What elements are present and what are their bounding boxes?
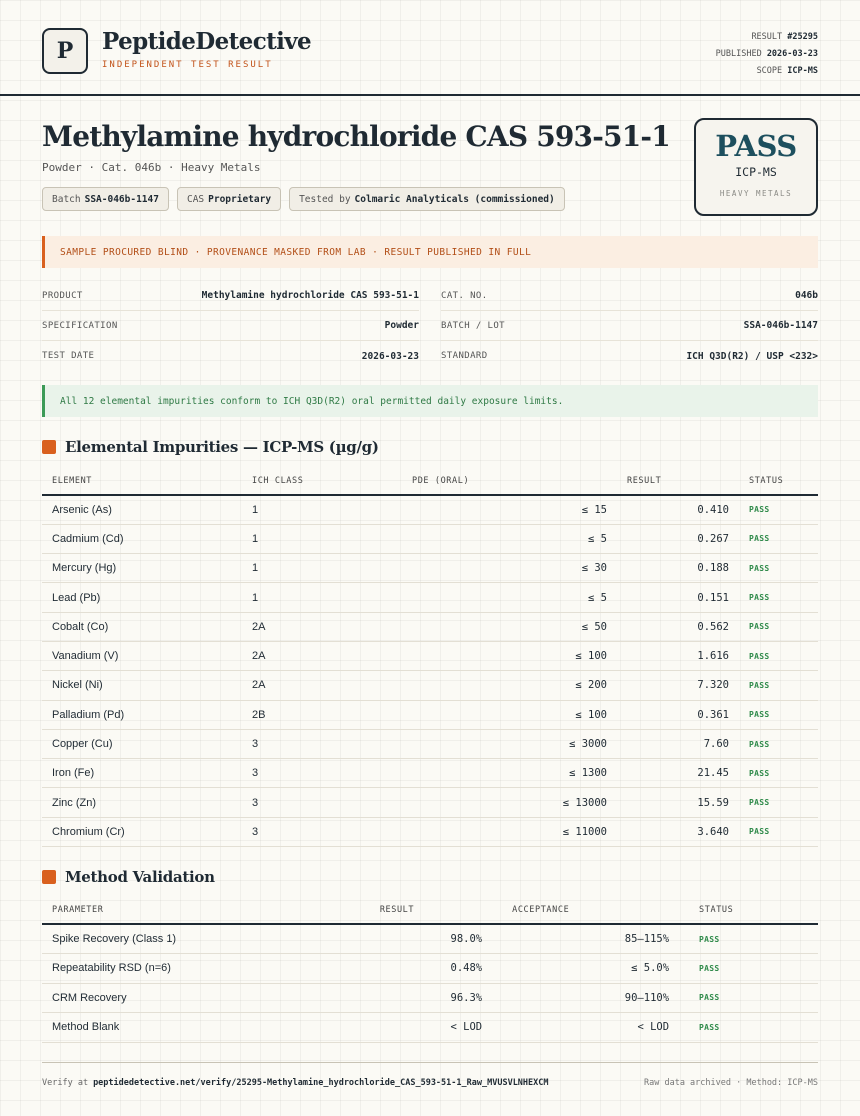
col-ich-class: ICH CLASS <box>242 467 402 495</box>
verify-link[interactable]: peptidedetective.net/verify/25295-Methylamine_hydrochloride_CAS_593-51-1_Raw_MVUSVLNHEXCM <box>93 1077 549 1088</box>
ich-class-cell: 3 <box>242 817 402 846</box>
status-badge: PASS <box>739 700 818 729</box>
batch-chip: Batch SSA-046b-1147 <box>42 187 169 211</box>
result-cell: 0.48% <box>370 954 492 984</box>
report-footer <box>42 1062 818 1102</box>
col-acceptance: ACCEPTANCE <box>492 896 679 924</box>
info-specification: SPECIFICATION Powder <box>42 311 419 341</box>
element-cell: Copper (Cu) <box>42 729 242 758</box>
archive-note: Raw data archived · Method: ICP-MS <box>644 1077 818 1088</box>
col-status: STATUS <box>679 896 818 924</box>
ich-class-cell: 1 <box>242 583 402 612</box>
ich-class-cell: 1 <box>242 524 402 553</box>
result-cell: 0.267 <box>617 524 739 553</box>
result-cell: 1.616 <box>617 641 739 670</box>
status-badge: PASS <box>739 729 818 758</box>
pde-cell: ≤ 11000 <box>402 817 617 846</box>
table-row <box>42 983 818 1013</box>
result-cell: < LOD <box>370 1013 492 1043</box>
brand-name: PeptideDetective <box>102 28 312 55</box>
table-row <box>42 700 818 729</box>
result-id: #25295 <box>787 32 818 42</box>
result-cell: 0.151 <box>617 583 739 612</box>
ich-class-cell: 2B <box>242 700 402 729</box>
element-cell: Iron (Fe) <box>42 759 242 788</box>
report-header <box>0 0 860 96</box>
element-cell: Vanadium (V) <box>42 641 242 670</box>
status-badge: PASS <box>739 583 818 612</box>
validation-title: Method Validation <box>65 868 215 886</box>
col-pde: PDE (ORAL) <box>402 467 617 495</box>
acceptance-cell: 90–110% <box>492 983 679 1013</box>
product-chips <box>42 187 565 211</box>
stamp-verdict: PASS <box>715 129 797 163</box>
page-title: Methylamine hydrochloride CAS 593-51-1 <box>42 120 670 153</box>
pde-cell: ≤ 30 <box>402 554 617 583</box>
result-cell: 96.3% <box>370 983 492 1013</box>
parameter-cell: Repeatability RSD (n=6) <box>42 954 370 984</box>
result-cell: 15.59 <box>617 788 739 817</box>
logo-letter: P <box>56 38 74 64</box>
col-parameter: PARAMETER <box>42 896 370 924</box>
stamp-scope: HEAVY METALS <box>719 189 793 198</box>
parameter-cell: CRM Recovery <box>42 983 370 1013</box>
table-row <box>42 641 818 670</box>
parameter-cell: Spike Recovery (Class 1) <box>42 924 370 954</box>
result-cell: 7.60 <box>617 729 739 758</box>
ich-class-cell: 3 <box>242 788 402 817</box>
info-batch-lot: BATCH / LOT SSA-046b-1147 <box>441 311 818 341</box>
pde-cell: ≤ 3000 <box>402 729 617 758</box>
pde-cell: ≤ 13000 <box>402 788 617 817</box>
ich-class-cell: 2A <box>242 612 402 641</box>
table-row <box>42 495 818 524</box>
table-row <box>42 612 818 641</box>
result-cell: 3.640 <box>617 817 739 846</box>
status-badge: PASS <box>739 554 818 583</box>
table-row <box>42 924 818 954</box>
pde-cell: ≤ 100 <box>402 700 617 729</box>
element-cell: Cadmium (Cd) <box>42 524 242 553</box>
result-cell: 0.361 <box>617 700 739 729</box>
pde-cell: ≤ 50 <box>402 612 617 641</box>
result-id-line: RESULT #25295 <box>751 32 818 42</box>
status-badge: PASS <box>739 671 818 700</box>
result-cell: 7.320 <box>617 671 739 700</box>
status-badge: PASS <box>679 924 818 954</box>
col-result: RESULT <box>370 896 492 924</box>
published-date: 2026-03-23 <box>766 49 818 59</box>
element-cell: Mercury (Hg) <box>42 554 242 583</box>
ich-class-cell: 1 <box>242 495 402 524</box>
conformance-banner: All 12 elemental impurities conform to ICH Q3D(R2) oral permitted daily exposure limits. <box>42 385 818 417</box>
status-badge: PASS <box>679 1013 818 1043</box>
col-element: ELEMENT <box>42 467 242 495</box>
tested-by-chip: Tested by Colmaric Analyticals (commissioned) <box>289 187 565 211</box>
acceptance-cell: < LOD <box>492 1013 679 1043</box>
table-row <box>42 554 818 583</box>
result-cell: 0.188 <box>617 554 739 583</box>
element-cell: Cobalt (Co) <box>42 612 242 641</box>
col-status: STATUS <box>739 467 818 495</box>
element-cell: Lead (Pb) <box>42 583 242 612</box>
info-test-date: TEST DATE 2026-03-23 <box>42 350 419 362</box>
section-marker <box>42 440 56 454</box>
impurities-section-header <box>42 438 379 456</box>
status-badge: PASS <box>739 524 818 553</box>
table-row <box>42 788 818 817</box>
impurities-table <box>42 467 818 847</box>
validation-table <box>42 896 818 1043</box>
table-row <box>42 524 818 553</box>
ich-class-cell: 3 <box>242 759 402 788</box>
pde-cell: ≤ 5 <box>402 524 617 553</box>
product-subtitle: Powder · Cat. 046b · Heavy Metals <box>42 161 261 174</box>
element-cell: Nickel (Ni) <box>42 671 242 700</box>
info-cat-no: CAT. NO. 046b <box>441 281 818 311</box>
status-badge: PASS <box>679 954 818 984</box>
scope-line: SCOPE ICP-MS <box>756 66 818 76</box>
status-badge: PASS <box>739 495 818 524</box>
info-product: PRODUCT Methylamine hydrochloride CAS 593-51-1 <box>42 281 419 311</box>
report-meta <box>716 29 818 80</box>
table-header-row <box>42 896 818 924</box>
element-cell: Arsenic (As) <box>42 495 242 524</box>
stamp-method: ICP-MS <box>735 165 777 179</box>
table-row <box>42 671 818 700</box>
table-header-row <box>42 467 818 495</box>
pde-cell: ≤ 1300 <box>402 759 617 788</box>
blind-procurement-notice: SAMPLE PROCURED BLIND · PROVENANCE MASKED FROM LAB · RESULT PUBLISHED IN FULL <box>42 236 818 268</box>
section-marker <box>42 870 56 884</box>
table-row <box>42 954 818 984</box>
acceptance-cell: ≤ 5.0% <box>492 954 679 984</box>
ich-class-cell: 3 <box>242 729 402 758</box>
pde-cell: ≤ 200 <box>402 671 617 700</box>
cas-chip: CAS Proprietary <box>177 187 281 211</box>
pde-cell: ≤ 5 <box>402 583 617 612</box>
table-row <box>42 817 818 846</box>
status-badge: PASS <box>739 612 818 641</box>
result-cell: 21.45 <box>617 759 739 788</box>
element-cell: Chromium (Cr) <box>42 817 242 846</box>
element-cell: Zinc (Zn) <box>42 788 242 817</box>
status-badge: PASS <box>739 817 818 846</box>
result-cell: 0.410 <box>617 495 739 524</box>
table-row <box>42 1013 818 1043</box>
brand-tagline: INDEPENDENT TEST RESULT <box>102 60 273 70</box>
pde-cell: ≤ 100 <box>402 641 617 670</box>
status-badge: PASS <box>739 641 818 670</box>
pass-stamp <box>694 118 818 216</box>
ich-class-cell: 1 <box>242 554 402 583</box>
result-cell: 0.562 <box>617 612 739 641</box>
pde-cell: ≤ 15 <box>402 495 617 524</box>
impurities-title: Elemental Impurities — ICP-MS (µg/g) <box>65 438 379 456</box>
brand-logo <box>42 28 88 74</box>
info-standard: STANDARD ICH Q3D(R2) / USP <232> <box>441 350 818 362</box>
parameter-cell: Method Blank <box>42 1013 370 1043</box>
table-row <box>42 583 818 612</box>
ich-class-cell: 2A <box>242 641 402 670</box>
table-row <box>42 729 818 758</box>
ich-class-cell: 2A <box>242 671 402 700</box>
status-badge: PASS <box>739 788 818 817</box>
table-row <box>42 759 818 788</box>
acceptance-cell: 85–115% <box>492 924 679 954</box>
scope-value: ICP-MS <box>787 66 818 76</box>
verify-label: Verify at <box>42 1077 89 1088</box>
status-badge: PASS <box>739 759 818 788</box>
element-cell: Palladium (Pd) <box>42 700 242 729</box>
validation-section-header <box>42 868 215 886</box>
status-badge: PASS <box>679 983 818 1013</box>
published-line: PUBLISHED 2026-03-23 <box>715 49 818 59</box>
col-result: RESULT <box>617 467 739 495</box>
result-cell: 98.0% <box>370 924 492 954</box>
